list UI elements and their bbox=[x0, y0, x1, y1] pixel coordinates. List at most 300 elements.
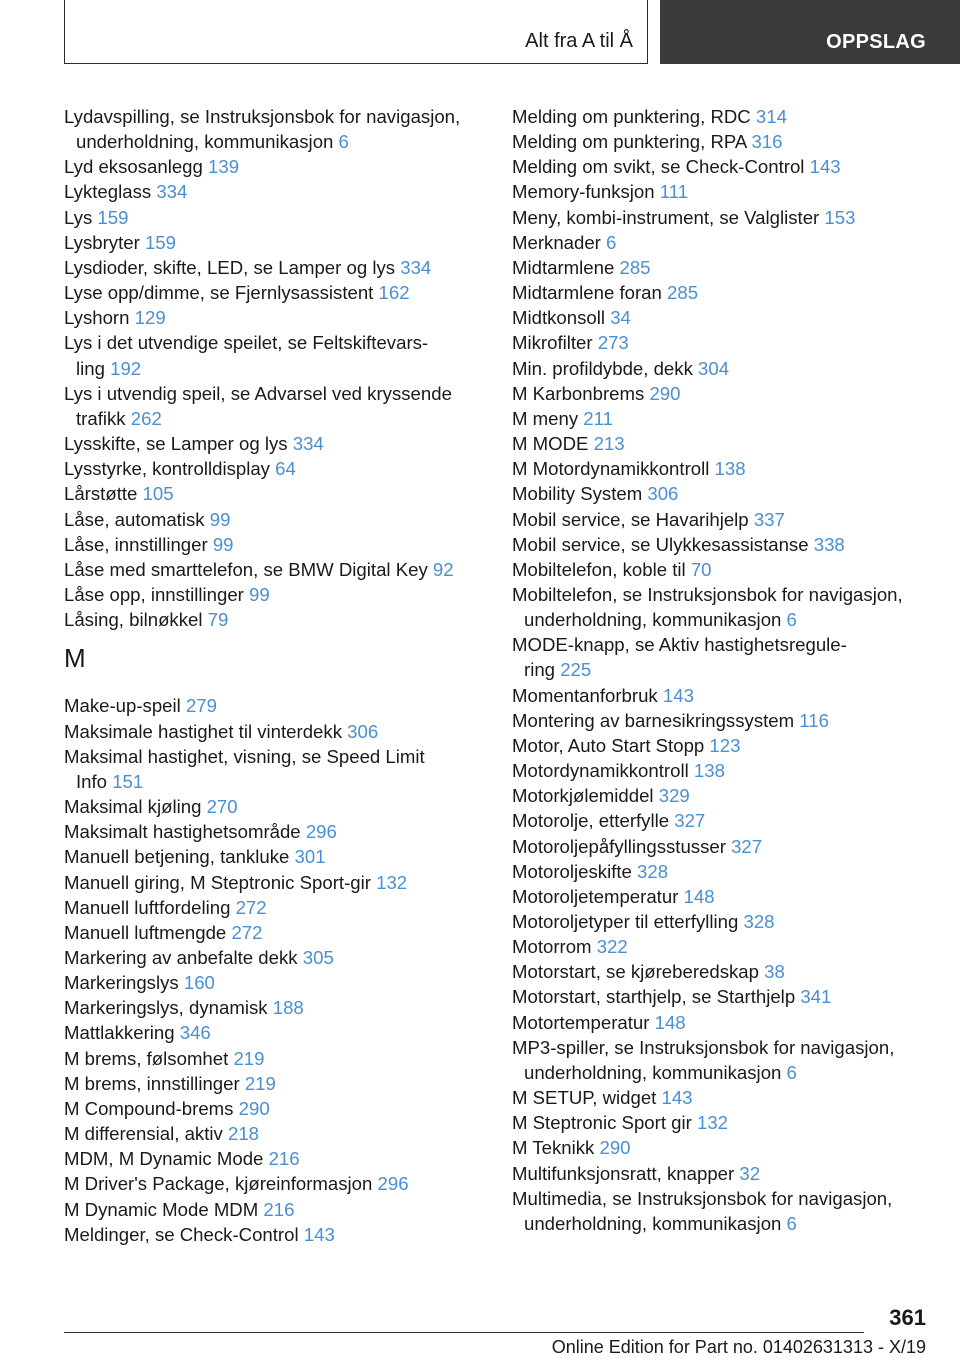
index-entry-text: M MODE bbox=[512, 433, 589, 455]
page-reference-link[interactable]: 6 bbox=[786, 609, 797, 631]
index-entry-line bbox=[64, 719, 484, 744]
index-entry-text: Lyse opp/dimme, se Fjernlysassistent bbox=[64, 282, 374, 304]
index-entry-line bbox=[512, 557, 932, 582]
index-entry-line bbox=[64, 970, 484, 995]
index-entry-text: Melding om svikt, se Check-Control bbox=[512, 156, 805, 178]
index-entry-line bbox=[512, 1186, 932, 1211]
index-entry-line bbox=[512, 104, 932, 129]
index-entry-line bbox=[512, 909, 932, 934]
index-entry-text: Mobility System bbox=[512, 483, 643, 505]
index-entry-text: Melding om punktering, RDC bbox=[512, 106, 751, 127]
index-entry-line bbox=[64, 1171, 484, 1196]
index-entry bbox=[512, 381, 932, 406]
index-entry-line bbox=[512, 406, 932, 431]
index-entry bbox=[512, 305, 932, 330]
index-entry-text: M differensial, aktiv bbox=[64, 1123, 223, 1145]
index-entry-line bbox=[64, 1222, 484, 1247]
index-entry-text: Lydavspilling, se Instruksjonsbok for navigasjon, bbox=[64, 106, 461, 127]
index-entry-text: Motoroljetemperatur bbox=[512, 885, 679, 907]
index-entry-text: Memory-funksjon bbox=[512, 181, 655, 203]
page-reference-link[interactable]: 99 bbox=[249, 583, 270, 605]
index-entry bbox=[64, 456, 484, 481]
index-column-left bbox=[64, 104, 484, 1247]
page-reference-link[interactable]: 132 bbox=[696, 1112, 729, 1134]
index-entry-line bbox=[64, 1146, 484, 1171]
index-column-right bbox=[512, 104, 932, 1236]
page-reference-link[interactable]: 211 bbox=[583, 407, 613, 429]
index-entry bbox=[512, 255, 932, 280]
index-letter-heading: M bbox=[64, 643, 86, 674]
index-entry bbox=[512, 1035, 932, 1085]
index-entry-text: Manuell betjening, tankluke bbox=[64, 846, 290, 868]
index-entry-line bbox=[64, 179, 484, 204]
index-entry-line bbox=[64, 844, 484, 869]
page-reference-link[interactable]: 273 bbox=[597, 332, 629, 354]
index-entry-text: Mikrofilter bbox=[512, 332, 593, 354]
page-reference-link[interactable]: 160 bbox=[183, 972, 215, 994]
page-reference-link[interactable]: 290 bbox=[649, 382, 681, 404]
index-entry-text: MODE-knapp, se Aktiv hastighetsregule- bbox=[512, 634, 847, 656]
index-entry bbox=[64, 1020, 484, 1045]
index-entry-line bbox=[512, 1211, 932, 1236]
page-reference-link[interactable]: 148 bbox=[654, 1011, 686, 1033]
index-entry bbox=[512, 154, 932, 179]
index-entry bbox=[512, 230, 932, 255]
index-entry-text: Midtarmlene foran bbox=[512, 282, 662, 304]
index-entry bbox=[512, 733, 932, 758]
index-entry-line bbox=[512, 431, 932, 456]
index-entry bbox=[64, 1096, 484, 1121]
page-reference-link[interactable]: 64 bbox=[275, 458, 296, 480]
index-entry-line bbox=[64, 154, 484, 179]
index-entry-text: Montering av barnesikringssystem bbox=[512, 709, 795, 731]
index-entry bbox=[512, 1186, 932, 1236]
page-reference-link[interactable]: 225 bbox=[560, 659, 592, 681]
page-reference-link[interactable]: 139 bbox=[208, 156, 240, 178]
page-reference-link[interactable]: 111 bbox=[659, 181, 689, 203]
index-entry-text: Mobiltelefon, se Instruksjonsbok for navigasjon, bbox=[512, 583, 903, 605]
index-entry-line bbox=[512, 179, 932, 204]
index-entry-text: Lys bbox=[64, 206, 93, 228]
index-entry-line bbox=[512, 733, 932, 758]
index-entry-text: Momentanforbruk bbox=[512, 684, 658, 706]
index-entry bbox=[64, 507, 484, 532]
index-entry bbox=[512, 356, 932, 381]
page-reference-link[interactable]: 143 bbox=[662, 684, 694, 706]
index-entry bbox=[512, 632, 932, 682]
index-entry bbox=[512, 104, 932, 129]
page-reference-link[interactable]: 337 bbox=[753, 508, 785, 530]
page-reference-link[interactable]: 314 bbox=[755, 106, 787, 127]
page-reference-link[interactable]: 99 bbox=[209, 508, 231, 530]
index-entry bbox=[64, 280, 484, 305]
index-entry-line bbox=[64, 129, 484, 154]
page-reference-link[interactable]: 159 bbox=[97, 206, 129, 228]
page-reference-link[interactable]: 270 bbox=[206, 796, 238, 818]
index-entry-line bbox=[64, 330, 484, 355]
index-entry-text: M Steptronic Sport gir bbox=[512, 1112, 692, 1134]
page-reference-link[interactable]: 34 bbox=[610, 307, 631, 329]
index-entry-text: Maksimale hastighet til vinterdekk bbox=[64, 720, 342, 742]
index-entry bbox=[512, 1110, 932, 1135]
index-entry-line bbox=[512, 632, 932, 657]
index-entry-line bbox=[512, 381, 932, 406]
page-reference-link[interactable]: 153 bbox=[824, 206, 856, 228]
index-entry bbox=[64, 995, 484, 1020]
index-entry-line bbox=[512, 280, 932, 305]
index-entry bbox=[64, 1171, 484, 1196]
index-entry-text: Manuell giring, M Steptronic Sport-gir bbox=[64, 871, 371, 893]
index-entry-line bbox=[512, 154, 932, 179]
page-reference-link[interactable]: 285 bbox=[667, 282, 699, 304]
page-reference-link[interactable]: 188 bbox=[272, 997, 304, 1019]
index-entry bbox=[512, 532, 932, 557]
page-reference-link[interactable]: 304 bbox=[698, 357, 730, 379]
index-entry-line bbox=[512, 230, 932, 255]
page-reference-link[interactable]: 138 bbox=[693, 760, 725, 782]
index-entry-line bbox=[64, 769, 484, 794]
index-entry-line bbox=[64, 945, 484, 970]
index-entry bbox=[512, 959, 932, 984]
page-reference-link[interactable]: 279 bbox=[185, 695, 217, 717]
page-reference-link[interactable]: 143 bbox=[809, 156, 841, 178]
page-reference-link[interactable]: 219 bbox=[233, 1047, 265, 1069]
page-reference-link[interactable]: 92 bbox=[432, 558, 454, 580]
index-entry bbox=[64, 607, 484, 632]
index-entry-text: Motoroljeskifte bbox=[512, 860, 632, 882]
index-entry bbox=[64, 381, 484, 431]
page-reference-link[interactable]: 116 bbox=[799, 709, 829, 731]
index-entry bbox=[512, 481, 932, 506]
index-entry-text: Multimedia, se Instruksjonsbok for navigasjon, bbox=[512, 1187, 893, 1209]
index-entry-line bbox=[64, 305, 484, 330]
index-entry-line bbox=[64, 507, 484, 532]
index-entry bbox=[512, 834, 932, 859]
page-reference-link[interactable]: 306 bbox=[647, 483, 679, 505]
page-reference-link[interactable]: 192 bbox=[110, 357, 142, 379]
page-reference-link[interactable]: 79 bbox=[207, 609, 229, 631]
index-entry bbox=[64, 330, 484, 380]
index-entry-text: Lysskifte, se Lamper og lys bbox=[64, 433, 288, 455]
index-entry-text: MP3-spiller, se Instruksjonsbok for navigasjon, bbox=[512, 1036, 895, 1058]
index-entry-line bbox=[64, 819, 484, 844]
page-reference-link[interactable]: 301 bbox=[294, 846, 326, 868]
index-entry-line bbox=[512, 255, 932, 280]
index-entry-line bbox=[512, 934, 932, 959]
index-entry-line bbox=[64, 995, 484, 1020]
index-entry-text: Maksimal hastighet, visning, se Speed Limit bbox=[64, 745, 425, 767]
index-entry-text: Mattlakkering bbox=[64, 1022, 175, 1044]
index-entry-line bbox=[64, 255, 484, 280]
page-reference-link[interactable]: 143 bbox=[303, 1223, 335, 1245]
header-frame bbox=[64, 0, 648, 64]
page-reference-link[interactable]: 148 bbox=[683, 885, 715, 907]
index-entry bbox=[64, 1222, 484, 1247]
index-entry-text: Låse, automatisk bbox=[64, 508, 205, 530]
index-entry-line bbox=[512, 1161, 932, 1186]
index-entry bbox=[512, 708, 932, 733]
index-entry bbox=[512, 129, 932, 154]
page-reference-link[interactable]: 306 bbox=[347, 720, 379, 742]
page-reference-link[interactable]: 296 bbox=[305, 821, 337, 843]
index-entry bbox=[512, 934, 932, 959]
index-entry-text: Meny, kombi-instrument, se Valglister bbox=[512, 206, 820, 228]
index-entry-text: Lys i det utvendige speilet, se Feltskiftevars- bbox=[64, 332, 429, 354]
page-reference-link[interactable]: 334 bbox=[156, 181, 188, 203]
index-entry bbox=[512, 984, 932, 1009]
page-reference-link[interactable]: 334 bbox=[400, 256, 432, 278]
index-entry-line bbox=[512, 1085, 932, 1110]
index-entry-text: Mobiltelefon, koble til bbox=[512, 558, 686, 580]
index-entry bbox=[64, 431, 484, 456]
page-reference-link[interactable]: 262 bbox=[130, 407, 162, 429]
index-entry bbox=[512, 1161, 932, 1186]
page-reference-link[interactable]: 6 bbox=[338, 131, 349, 153]
index-entry-line bbox=[64, 481, 484, 506]
index-entry-line bbox=[64, 1096, 484, 1121]
page-reference-link[interactable]: 6 bbox=[606, 231, 617, 253]
index-entry-text: Lyd eksosanlegg bbox=[64, 156, 203, 178]
index-entry-text: Motor, Auto Start Stopp bbox=[512, 734, 705, 756]
index-entry-text: Motortemperatur bbox=[512, 1011, 650, 1033]
index-entry-text: Låse, innstillinger bbox=[64, 533, 208, 555]
index-entry bbox=[64, 255, 484, 280]
index-entry-text: Manuell luftmengde bbox=[64, 921, 227, 943]
page-reference-link[interactable]: 322 bbox=[596, 936, 628, 958]
page-reference-link[interactable]: 328 bbox=[637, 860, 669, 882]
index-entry-text: Motorolje, etterfylle bbox=[512, 810, 670, 832]
page-reference-link[interactable]: 123 bbox=[709, 734, 741, 756]
page-reference-link[interactable]: 70 bbox=[690, 558, 712, 580]
index-entry-line bbox=[512, 582, 932, 607]
index-entry-text: ling bbox=[76, 357, 105, 379]
index-entry-line bbox=[512, 758, 932, 783]
page-reference-link[interactable]: 272 bbox=[231, 921, 263, 943]
page-reference-link[interactable]: 296 bbox=[377, 1173, 409, 1195]
index-entry bbox=[64, 719, 484, 744]
index-entry bbox=[64, 970, 484, 995]
page-reference-link[interactable]: 285 bbox=[619, 256, 651, 278]
index-entry-text: trafikk bbox=[76, 407, 126, 429]
page-reference-link[interactable]: 334 bbox=[292, 433, 324, 455]
page-reference-link[interactable]: 162 bbox=[378, 282, 410, 304]
page-reference-link[interactable]: 341 bbox=[800, 986, 832, 1008]
page-reference-link[interactable]: 151 bbox=[112, 770, 144, 792]
index-entry-text: Merknader bbox=[512, 231, 601, 253]
page-reference-link[interactable]: 346 bbox=[179, 1022, 211, 1044]
index-entry-line bbox=[64, 607, 484, 632]
index-entry-line bbox=[512, 481, 932, 506]
index-entry-text: Motorstart, se kjøreberedskap bbox=[512, 961, 759, 983]
index-entry-line bbox=[64, 230, 484, 255]
index-entry-text: Lysdioder, skifte, LED, se Lamper og lys bbox=[64, 256, 396, 278]
index-entry-line bbox=[64, 406, 484, 431]
index-entry bbox=[512, 330, 932, 355]
footer-divider bbox=[64, 1332, 864, 1333]
index-entry-text: Låse med smarttelefon, se BMW Digital Key bbox=[64, 558, 428, 580]
index-entry bbox=[512, 884, 932, 909]
index-entry bbox=[512, 406, 932, 431]
index-entry bbox=[512, 205, 932, 230]
page-reference-link[interactable]: 213 bbox=[593, 433, 625, 455]
page-reference-link[interactable]: 32 bbox=[739, 1162, 761, 1184]
index-entry-line bbox=[64, 1121, 484, 1146]
index-entry bbox=[512, 280, 932, 305]
page-reference-link[interactable]: 338 bbox=[813, 533, 845, 555]
index-entry-text: M Teknikk bbox=[512, 1137, 595, 1159]
index-entry-line bbox=[512, 984, 932, 1009]
page-reference-link[interactable]: 219 bbox=[244, 1072, 276, 1094]
page-reference-link[interactable]: 143 bbox=[661, 1087, 693, 1109]
index-entry bbox=[64, 920, 484, 945]
index-entry-text: Meldinger, se Check-Control bbox=[64, 1223, 299, 1245]
index-entry bbox=[64, 582, 484, 607]
index-entry-text: Låsing, bilnøkkel bbox=[64, 609, 203, 631]
index-entry-line bbox=[512, 859, 932, 884]
index-entry-line bbox=[64, 431, 484, 456]
page-reference-link[interactable]: 329 bbox=[658, 785, 690, 807]
index-entry-line bbox=[64, 1046, 484, 1071]
index-entry bbox=[64, 205, 484, 230]
index-entry bbox=[512, 758, 932, 783]
page-reference-link[interactable]: 138 bbox=[714, 458, 746, 480]
index-entry bbox=[64, 230, 484, 255]
index-entry-line bbox=[64, 205, 484, 230]
index-entry-text: Lykteglass bbox=[64, 181, 152, 203]
index-entry-line bbox=[512, 834, 932, 859]
index-entry bbox=[64, 481, 484, 506]
index-entry bbox=[64, 794, 484, 819]
page-reference-link[interactable]: 132 bbox=[376, 871, 408, 893]
page-reference-link[interactable]: 305 bbox=[302, 946, 334, 968]
index-entry-line bbox=[512, 808, 932, 833]
page-reference-link[interactable]: 6 bbox=[786, 1212, 797, 1234]
index-entry-text: Maksimal kjøling bbox=[64, 796, 202, 818]
index-entry-line bbox=[512, 1035, 932, 1060]
index-entry-text: Mobil service, se Havarihjelp bbox=[512, 508, 749, 530]
index-entry-text: Mobil service, se Ulykkesassistanse bbox=[512, 533, 809, 555]
index-entry bbox=[64, 693, 484, 718]
index-entry-line bbox=[64, 744, 484, 769]
page-reference-link[interactable]: 129 bbox=[134, 307, 166, 329]
index-entry-text: Motoroljepåfyllingsstusser bbox=[512, 835, 726, 857]
page-reference-link[interactable]: 159 bbox=[144, 231, 176, 253]
index-entry bbox=[64, 1046, 484, 1071]
index-entry-text: Motordynamikkontroll bbox=[512, 760, 689, 782]
index-entry bbox=[512, 456, 932, 481]
index-entry-text: M Motordynamikkontroll bbox=[512, 458, 710, 480]
index-entry-text: Make-up-speil bbox=[64, 695, 181, 717]
index-entry-text: Info bbox=[76, 770, 108, 792]
index-entry bbox=[512, 179, 932, 204]
index-entry-line bbox=[64, 582, 484, 607]
index-entry-text: M Driver's Package, kjøreinformasjon bbox=[64, 1173, 373, 1195]
index-entry-line bbox=[512, 657, 932, 682]
index-entry bbox=[64, 154, 484, 179]
index-entry-line bbox=[64, 1197, 484, 1222]
index-entry-text: Multifunksjonsratt, knapper bbox=[512, 1162, 735, 1184]
index-entry-text: M meny bbox=[512, 407, 579, 429]
index-entry-text: M Dynamic Mode MDM bbox=[64, 1198, 259, 1220]
index-entry-text: Midtarmlene bbox=[512, 256, 615, 278]
index-entry-line bbox=[64, 104, 484, 129]
index-entry-text: Motorkjølemiddel bbox=[512, 785, 654, 807]
index-entry bbox=[64, 1197, 484, 1222]
index-entry-line bbox=[64, 870, 484, 895]
index-entry-text: Motoroljetyper til etterfylling bbox=[512, 911, 739, 932]
index-entry-line bbox=[64, 1020, 484, 1045]
page-reference-link[interactable]: 105 bbox=[142, 483, 174, 505]
page-reference-link[interactable]: 38 bbox=[764, 961, 785, 983]
page-reference-link[interactable]: 272 bbox=[235, 896, 267, 918]
index-entry-text: underholdning, kommunikasjon bbox=[524, 1212, 782, 1234]
page-number: 361 bbox=[889, 1305, 926, 1330]
index-entry bbox=[512, 859, 932, 884]
page-reference-link[interactable]: 99 bbox=[212, 533, 234, 555]
index-entry-text: M Karbonbrems bbox=[512, 382, 645, 404]
index-entry bbox=[512, 1135, 932, 1160]
index-entry bbox=[512, 909, 932, 934]
index-entry-text: M brems, følsomhet bbox=[64, 1047, 229, 1069]
index-entry-text: Lyshorn bbox=[64, 307, 130, 329]
index-entry-line bbox=[512, 708, 932, 733]
index-entry-text: Melding om punktering, RPA bbox=[512, 131, 747, 153]
index-entry bbox=[64, 844, 484, 869]
index-entry-line bbox=[512, 205, 932, 230]
section-tab[interactable] bbox=[660, 0, 960, 64]
index-entry bbox=[512, 1085, 932, 1110]
index-entry bbox=[64, 945, 484, 970]
index-entry-text: M brems, innstillinger bbox=[64, 1072, 240, 1094]
index-entry-text: Motorrom bbox=[512, 936, 592, 958]
index-entry-line bbox=[64, 920, 484, 945]
index-entry-line bbox=[512, 507, 932, 532]
index-entry-line bbox=[512, 1060, 932, 1085]
page-reference-link[interactable]: 216 bbox=[268, 1148, 300, 1170]
page-reference-link[interactable]: 290 bbox=[238, 1097, 270, 1119]
page-reference-link[interactable]: 218 bbox=[227, 1123, 260, 1145]
index-entry-line bbox=[512, 607, 932, 632]
index-entry-line bbox=[64, 557, 484, 582]
index-entry-text: MDM, M Dynamic Mode bbox=[64, 1148, 264, 1170]
index-entry-text: underholdning, kommunikasjon bbox=[524, 1061, 782, 1083]
page-reference-link[interactable]: 316 bbox=[751, 131, 783, 153]
index-entry bbox=[512, 557, 932, 582]
index-entry-line bbox=[64, 356, 484, 381]
index-entry bbox=[64, 895, 484, 920]
page-reference-link[interactable]: 327 bbox=[731, 835, 763, 857]
index-entry bbox=[512, 507, 932, 532]
index-entry bbox=[64, 179, 484, 204]
index-entry-line bbox=[512, 1135, 932, 1160]
page-reference-link[interactable]: 328 bbox=[743, 911, 775, 932]
page-reference-link[interactable]: 216 bbox=[263, 1198, 295, 1220]
index-entry-line bbox=[512, 959, 932, 984]
index-entry-text: Markeringslys bbox=[64, 972, 179, 994]
index-entry-text: ring bbox=[524, 659, 556, 681]
index-entry-line bbox=[64, 895, 484, 920]
index-entry-line bbox=[64, 532, 484, 557]
page-reference-link[interactable]: 327 bbox=[674, 810, 706, 832]
page-reference-link[interactable]: 290 bbox=[599, 1137, 631, 1159]
index-entry-line bbox=[64, 794, 484, 819]
section-tab-label: OPPSLAG bbox=[826, 31, 926, 53]
index-entry-line bbox=[64, 693, 484, 718]
index-entry-line bbox=[512, 330, 932, 355]
index-entry bbox=[64, 557, 484, 582]
page-reference-link[interactable]: 6 bbox=[786, 1061, 797, 1083]
index-entry bbox=[64, 532, 484, 557]
